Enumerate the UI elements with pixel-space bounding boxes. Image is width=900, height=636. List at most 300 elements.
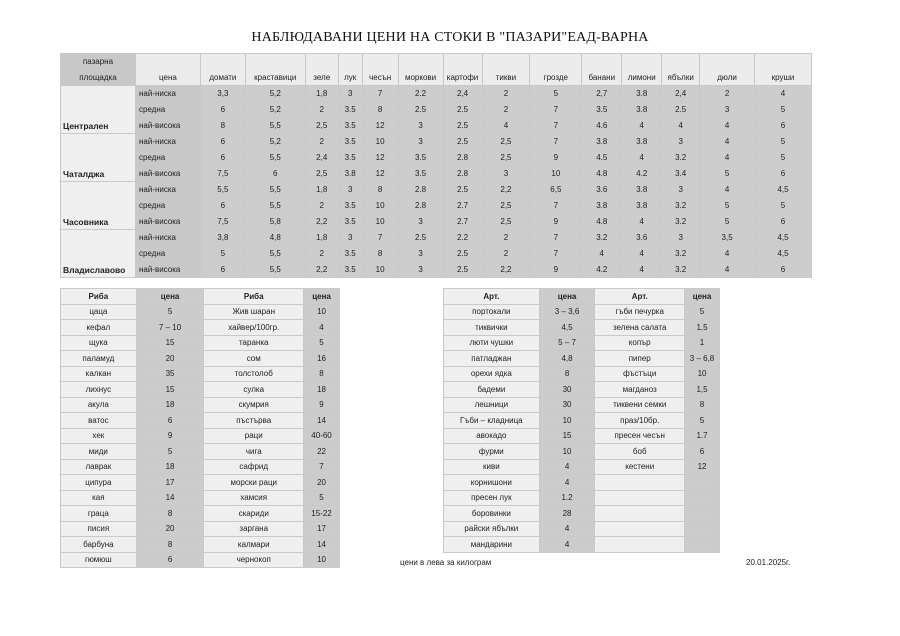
price-cell: 8 — [200, 118, 245, 134]
price-cell: 5,5 — [245, 262, 305, 278]
price-cell: 5 — [700, 214, 755, 230]
item-price: 35 — [136, 366, 204, 382]
price-cell: 2.5 — [443, 118, 482, 134]
price-cell: 4 — [662, 118, 700, 134]
item-name: кефал — [61, 320, 137, 336]
table-row — [444, 444, 720, 460]
price-cell: 4,5 — [755, 182, 812, 198]
item-price: 4 — [539, 537, 595, 553]
item-price: 3 – 3,6 — [539, 304, 595, 320]
item-name: чига — [204, 444, 304, 460]
item-name: щука — [61, 335, 137, 351]
item-name: боб — [595, 444, 685, 460]
table-row — [444, 428, 720, 444]
item-price: 15 — [136, 335, 204, 351]
price-cell: 6 — [200, 150, 245, 166]
item-price: 5 — [304, 490, 340, 506]
price-cell: 6 — [245, 166, 305, 182]
price-level: най-висока — [135, 214, 200, 230]
item-name: ватос — [61, 413, 137, 429]
price-cell: 2,4 — [305, 150, 338, 166]
price-cell: 6 — [200, 102, 245, 118]
price-cell: 6 — [755, 166, 812, 182]
table-row — [61, 304, 340, 320]
price-cell: 3.6 — [582, 182, 622, 198]
unit-note: цени в лева за килограм — [400, 558, 492, 567]
item-name: таранка — [204, 335, 304, 351]
item-name: мандарини — [444, 537, 540, 553]
item-name — [595, 537, 685, 553]
price-cell: 4.8 — [582, 214, 622, 230]
price-cell: 3,8 — [200, 230, 245, 246]
price-cell: 10 — [362, 134, 398, 150]
price-cell: 2.5 — [443, 102, 482, 118]
price-cell: 4 — [622, 214, 662, 230]
price-cell: 4.8 — [582, 166, 622, 182]
price-level: най-висока — [135, 118, 200, 134]
item-price: 20 — [136, 351, 204, 367]
price-cell: 5,5 — [245, 182, 305, 198]
price-cell: 3.5 — [398, 166, 443, 182]
item-price: 1,5 — [685, 320, 720, 336]
item-price: 1.2 — [539, 490, 595, 506]
price-cell: 3.2 — [662, 214, 700, 230]
price-cell: 3.8 — [622, 182, 662, 198]
price-cell: 4 — [700, 182, 755, 198]
price-cell: 2 — [305, 102, 338, 118]
table-row — [61, 320, 340, 336]
price-level: средна — [135, 246, 200, 262]
price-cell: 1,8 — [305, 230, 338, 246]
item-price: 18 — [136, 459, 204, 475]
price-cell: 2 — [700, 86, 755, 102]
price-cell: 2,2 — [482, 262, 530, 278]
item-name — [595, 490, 685, 506]
item-name: Жив шаран — [204, 304, 304, 320]
price-cell: 2,5 — [482, 150, 530, 166]
price-cell: 4 — [622, 246, 662, 262]
price-cell: 5,2 — [245, 86, 305, 102]
price-cell: 2.5 — [662, 102, 700, 118]
table-row — [444, 382, 720, 398]
item-price: 18 — [304, 382, 340, 398]
price-cell: 2,2 — [482, 182, 530, 198]
price-level: най-ниска — [135, 230, 200, 246]
item-price: 28 — [539, 506, 595, 522]
price-cell: 3 — [398, 246, 443, 262]
price-cell: 2.2 — [398, 86, 443, 102]
column-header-price: цена — [304, 289, 340, 305]
price-cell: 10 — [362, 262, 398, 278]
corner-label-bottom: площадка — [61, 70, 136, 86]
table-row — [61, 397, 340, 413]
price-cell: 3.2 — [582, 230, 622, 246]
price-cell: 4 — [622, 118, 662, 134]
price-cell: 5 — [755, 198, 812, 214]
item-price: 6 — [136, 552, 204, 568]
price-cell: 2.8 — [443, 150, 482, 166]
price-cell: 7 — [530, 230, 582, 246]
table-row — [61, 506, 340, 522]
item-name: акула — [61, 397, 137, 413]
price-cell: 3.5 — [338, 214, 362, 230]
item-name — [595, 475, 685, 491]
price-cell: 5,5 — [245, 150, 305, 166]
price-cell: 2,5 — [482, 198, 530, 214]
item-name: портокали — [444, 304, 540, 320]
item-name: пресен чесън — [595, 428, 685, 444]
price-cell: 3.8 — [582, 134, 622, 150]
column-header-item: Риба — [61, 289, 137, 305]
item-name: Гъби – кладница — [444, 413, 540, 429]
item-name: чернокоп — [204, 552, 304, 568]
price-cell: 3.5 — [338, 198, 362, 214]
price-cell: 6 — [200, 198, 245, 214]
item-price: 10 — [304, 304, 340, 320]
item-price: 4,8 — [539, 351, 595, 367]
item-name: морски раци — [204, 475, 304, 491]
column-header-item: Риба — [204, 289, 304, 305]
price-cell: 7 — [362, 86, 398, 102]
price-cell: 2 — [305, 198, 338, 214]
table-row — [61, 552, 340, 568]
table-row — [61, 444, 340, 460]
price-cell: 6 — [755, 214, 812, 230]
price-cell: 4 — [700, 246, 755, 262]
item-price: 8 — [136, 506, 204, 522]
price-cell: 4 — [622, 150, 662, 166]
table-row — [61, 150, 812, 166]
item-name: скумрия — [204, 397, 304, 413]
item-price — [685, 537, 720, 553]
price-level: средна — [135, 198, 200, 214]
item-name: пъстърва — [204, 413, 304, 429]
price-cell: 2 — [305, 134, 338, 150]
price-cell: 3.6 — [622, 230, 662, 246]
item-name: пипер — [595, 351, 685, 367]
price-cell: 5 — [755, 134, 812, 150]
price-cell: 5,5 — [245, 118, 305, 134]
table-row — [61, 413, 340, 429]
item-name: толстолоб — [204, 366, 304, 382]
price-cell: 5,8 — [245, 214, 305, 230]
price-cell: 2 — [482, 246, 530, 262]
table-row — [61, 198, 812, 214]
price-cell: 2.5 — [398, 230, 443, 246]
price-cell: 3.8 — [622, 86, 662, 102]
price-cell: 3.2 — [662, 262, 700, 278]
item-price: 3 – 6,8 — [685, 351, 720, 367]
column-header-product: лимони — [622, 54, 662, 86]
price-cell: 9 — [530, 150, 582, 166]
table-row — [61, 459, 340, 475]
price-cell: 2 — [482, 102, 530, 118]
item-price: 22 — [304, 444, 340, 460]
item-name: паламуд — [61, 351, 137, 367]
price-cell: 9 — [530, 262, 582, 278]
table-row — [444, 320, 720, 336]
item-name: раци — [204, 428, 304, 444]
price-cell: 4.2 — [582, 262, 622, 278]
price-cell: 4 — [700, 134, 755, 150]
table-row — [444, 304, 720, 320]
item-name: тиквени семки — [595, 397, 685, 413]
item-price: 18 — [136, 397, 204, 413]
item-price — [685, 521, 720, 537]
price-cell: 2.8 — [443, 166, 482, 182]
item-name: тиквички — [444, 320, 540, 336]
price-cell: 3,3 — [200, 86, 245, 102]
price-cell: 3.2 — [662, 198, 700, 214]
price-cell: 3 — [662, 230, 700, 246]
market-name: Чаталджа — [61, 134, 136, 182]
item-price: 16 — [304, 351, 340, 367]
price-cell: 3.5 — [338, 102, 362, 118]
price-cell: 3.5 — [338, 134, 362, 150]
corner-label-top: пазарна — [61, 54, 136, 70]
price-cell: 9 — [530, 214, 582, 230]
price-cell: 4,8 — [245, 230, 305, 246]
item-name — [595, 521, 685, 537]
item-name: сом — [204, 351, 304, 367]
table-row — [444, 475, 720, 491]
item-name: магданоз — [595, 382, 685, 398]
item-price: 1,5 — [685, 382, 720, 398]
price-cell: 4 — [700, 262, 755, 278]
price-cell: 3 — [398, 134, 443, 150]
item-name: миди — [61, 444, 137, 460]
price-cell: 3.2 — [662, 150, 700, 166]
market-price-table — [60, 53, 812, 278]
table-row — [444, 351, 720, 367]
price-cell: 12 — [362, 118, 398, 134]
price-cell: 5,2 — [245, 134, 305, 150]
table-row — [444, 397, 720, 413]
price-cell: 3,5 — [700, 230, 755, 246]
price-cell: 4.2 — [622, 166, 662, 182]
table-row — [61, 335, 340, 351]
price-cell: 5,2 — [245, 102, 305, 118]
item-price: 4 — [539, 459, 595, 475]
item-name: авокадо — [444, 428, 540, 444]
table-row — [444, 413, 720, 429]
table-row — [61, 102, 812, 118]
price-cell: 6 — [200, 134, 245, 150]
price-cell: 5 — [200, 246, 245, 262]
price-cell: 7 — [362, 230, 398, 246]
price-cell: 2,5 — [305, 166, 338, 182]
item-name: гюмюш — [61, 552, 137, 568]
item-price: 5 — [136, 304, 204, 320]
price-cell: 2,4 — [662, 86, 700, 102]
price-cell: 3.8 — [582, 198, 622, 214]
price-level: най-ниска — [135, 134, 200, 150]
column-header-price: цена — [685, 289, 720, 305]
item-name: фурми — [444, 444, 540, 460]
price-cell: 2,7 — [582, 86, 622, 102]
table-row — [61, 537, 340, 553]
price-cell: 5,5 — [245, 198, 305, 214]
item-price: 5 — [304, 335, 340, 351]
item-price: 4 — [539, 521, 595, 537]
item-price: 14 — [304, 537, 340, 553]
price-cell: 3.5 — [338, 262, 362, 278]
item-price: 4 — [539, 475, 595, 491]
price-cell: 2 — [482, 230, 530, 246]
price-level: средна — [135, 102, 200, 118]
price-cell: 8 — [362, 102, 398, 118]
item-name: писия — [61, 521, 137, 537]
item-price: 8 — [304, 366, 340, 382]
price-cell: 4 — [482, 118, 530, 134]
table-row — [61, 428, 340, 444]
market-name: Централен — [61, 86, 136, 134]
price-level: най-ниска — [135, 86, 200, 102]
price-cell: 4 — [700, 150, 755, 166]
price-cell: 7 — [530, 118, 582, 134]
item-price: 5 – 7 — [539, 335, 595, 351]
item-name: пресен лук — [444, 490, 540, 506]
item-name: лаврак — [61, 459, 137, 475]
price-level: най-висока — [135, 166, 200, 182]
price-cell: 3 — [398, 118, 443, 134]
item-name: райски ябълки — [444, 521, 540, 537]
item-name: ципура — [61, 475, 137, 491]
item-name: копър — [595, 335, 685, 351]
table-row — [444, 490, 720, 506]
item-price: 17 — [304, 521, 340, 537]
item-price: 4 — [304, 320, 340, 336]
price-cell: 10 — [530, 166, 582, 182]
table-row — [61, 382, 340, 398]
table-row — [61, 134, 812, 150]
item-name: скариди — [204, 506, 304, 522]
price-cell: 2,4 — [443, 86, 482, 102]
item-name: хек — [61, 428, 137, 444]
item-price: 20 — [304, 475, 340, 491]
table-row — [444, 537, 720, 553]
price-cell: 2,2 — [305, 262, 338, 278]
price-cell: 3.5 — [338, 150, 362, 166]
column-header-product: дюли — [700, 54, 755, 86]
market-name: Часовника — [61, 182, 136, 230]
item-name: праз/10бр. — [595, 413, 685, 429]
price-cell: 2.5 — [443, 246, 482, 262]
price-cell: 8 — [362, 182, 398, 198]
item-name: заргана — [204, 521, 304, 537]
price-cell: 7 — [530, 198, 582, 214]
item-price: 4,5 — [539, 320, 595, 336]
price-cell: 6 — [200, 262, 245, 278]
item-price: 10 — [685, 366, 720, 382]
page-title: НАБЛЮДАВАНИ ЦЕНИ НА СТОКИ В "ПАЗАРИ"ЕАД-ВАРНА — [251, 30, 649, 45]
article-price-table — [443, 288, 720, 553]
item-price: 14 — [304, 413, 340, 429]
table-row — [61, 214, 812, 230]
column-header-product: моркови — [398, 54, 443, 86]
table-row — [444, 459, 720, 475]
price-cell: 3 — [482, 166, 530, 182]
item-name: цаца — [61, 304, 137, 320]
column-header-product: банани — [582, 54, 622, 86]
price-cell: 12 — [362, 150, 398, 166]
item-name: сафрид — [204, 459, 304, 475]
item-price: 5 — [685, 304, 720, 320]
item-price — [685, 506, 720, 522]
price-cell: 3.8 — [338, 166, 362, 182]
table-row — [61, 351, 340, 367]
header-row — [61, 289, 340, 305]
price-cell: 7,5 — [200, 214, 245, 230]
item-name: патладжан — [444, 351, 540, 367]
item-price: 10 — [304, 552, 340, 568]
price-cell: 3.2 — [662, 246, 700, 262]
item-price — [685, 475, 720, 491]
price-cell: 2,5 — [305, 118, 338, 134]
item-price: 12 — [685, 459, 720, 475]
price-cell: 4 — [622, 262, 662, 278]
date-label: 20.01.2025г. — [746, 558, 791, 567]
price-cell: 4.6 — [582, 118, 622, 134]
item-price: 10 — [539, 444, 595, 460]
table-row — [61, 246, 812, 262]
table-row — [61, 262, 812, 278]
price-cell: 10 — [362, 198, 398, 214]
column-header-product: тикви — [482, 54, 530, 86]
item-price: 40-60 — [304, 428, 340, 444]
item-name: лихнус — [61, 382, 137, 398]
table-row — [61, 166, 812, 182]
table-row — [61, 230, 812, 246]
item-price: 5 — [685, 413, 720, 429]
price-cell: 2.5 — [398, 102, 443, 118]
price-cell: 5 — [755, 150, 812, 166]
price-cell: 3.8 — [622, 102, 662, 118]
item-price: 17 — [136, 475, 204, 491]
item-price: 6 — [685, 444, 720, 460]
price-cell: 3.8 — [622, 198, 662, 214]
price-cell: 5 — [700, 166, 755, 182]
price-cell: 4 — [700, 118, 755, 134]
column-header-product: домати — [200, 54, 245, 86]
item-name: калмари — [204, 537, 304, 553]
item-price: 9 — [304, 397, 340, 413]
price-cell: 3.5 — [582, 102, 622, 118]
table-row — [61, 475, 340, 491]
price-cell: 3.5 — [338, 118, 362, 134]
item-name: хамсия — [204, 490, 304, 506]
price-cell: 1,8 — [305, 86, 338, 102]
item-name: лешници — [444, 397, 540, 413]
item-price: 7 – 10 — [136, 320, 204, 336]
item-name: корнишони — [444, 475, 540, 491]
item-price: 10 — [539, 413, 595, 429]
price-cell: 7 — [530, 134, 582, 150]
price-cell: 4,5 — [755, 246, 812, 262]
item-price: 15 — [539, 428, 595, 444]
price-level: средна — [135, 150, 200, 166]
item-name: зелена салата — [595, 320, 685, 336]
column-header-price: цена — [539, 289, 595, 305]
item-price: 20 — [136, 521, 204, 537]
price-cell: 5 — [700, 198, 755, 214]
table-row — [444, 521, 720, 537]
price-cell: 3.5 — [338, 246, 362, 262]
item-price: 9 — [136, 428, 204, 444]
price-cell: 3.4 — [662, 166, 700, 182]
price-cell: 10 — [362, 214, 398, 230]
item-name: киви — [444, 459, 540, 475]
